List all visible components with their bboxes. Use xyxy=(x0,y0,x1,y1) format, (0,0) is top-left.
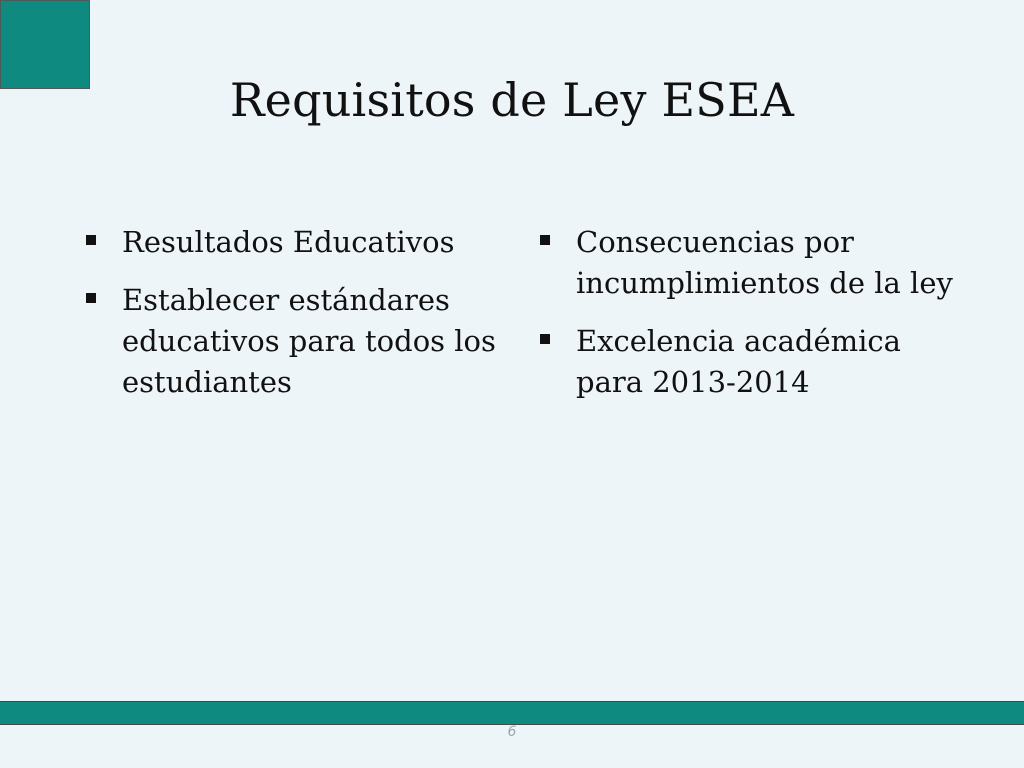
square-bullet-icon xyxy=(540,334,550,344)
square-bullet-icon xyxy=(540,235,550,245)
footer-bar xyxy=(0,701,1024,725)
list-item xyxy=(86,222,496,263)
list-item-text: Excelencia académica para 2013-2014 xyxy=(576,324,901,399)
left-bullet-list xyxy=(86,222,496,420)
list-item-text: Establecer estándares educativos para todos los estudiantes xyxy=(122,283,496,399)
square-bullet-icon xyxy=(86,235,96,245)
list-item-text: Consecuencias por incumplimientos de la ley xyxy=(576,225,953,300)
list-item xyxy=(540,321,960,403)
page-number: 6 xyxy=(507,724,517,740)
list-item xyxy=(86,280,496,403)
list-item xyxy=(540,222,960,304)
slide-title: Requisitos de Ley ESEA xyxy=(229,73,795,127)
right-bullet-list xyxy=(540,222,960,420)
square-bullet-icon xyxy=(86,293,96,303)
list-item-text: Resultados Educativos xyxy=(122,225,455,259)
